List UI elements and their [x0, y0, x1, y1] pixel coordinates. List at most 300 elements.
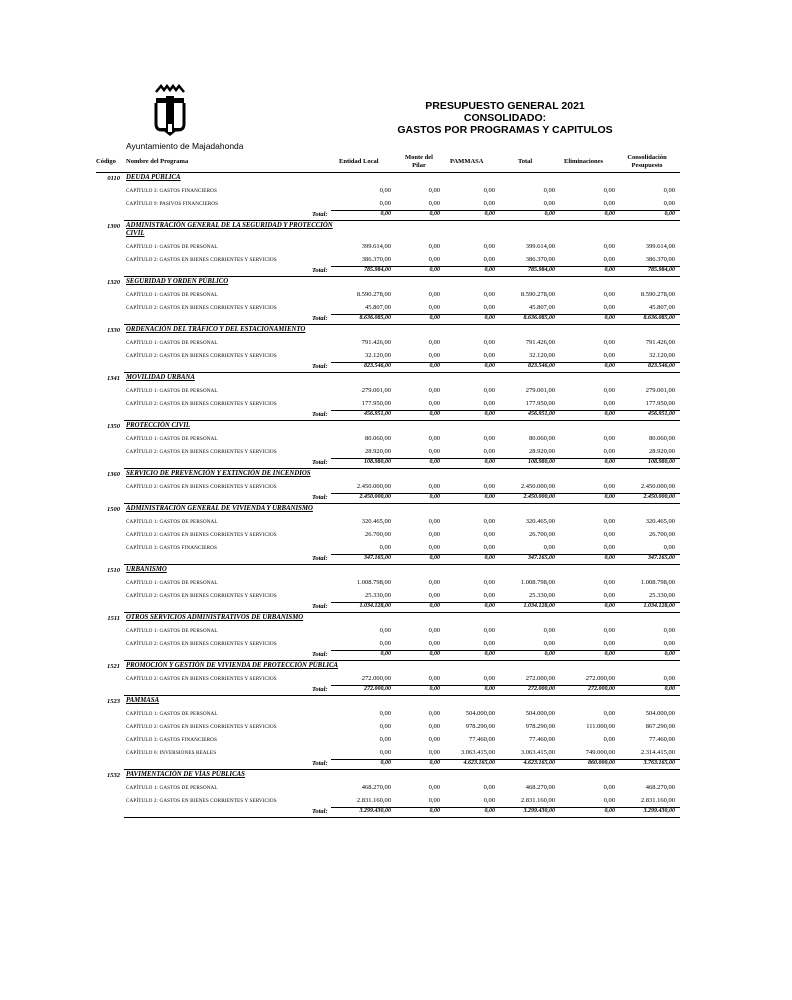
- col-eliminaciones: Eliminaciones: [564, 158, 604, 165]
- total-total: 823.546,00: [528, 363, 555, 369]
- cell-monte-del-pilar: 0,00: [428, 627, 440, 634]
- cell-pammasa: 0,00: [483, 592, 495, 599]
- col-consolidacion: Consolidación Pesupuesto: [627, 154, 667, 169]
- cell-pammasa: 0,00: [483, 675, 495, 682]
- total-eliminaciones: 0,00: [604, 808, 615, 814]
- total-total: 2.450.000,00: [523, 494, 555, 500]
- cell-entidad-local: 791.426,00: [361, 339, 391, 346]
- chapter-label: CAPÍTULO 1: GASTOS DE PERSONAL: [126, 436, 218, 442]
- total-eliminaciones: 0,00: [604, 555, 615, 561]
- table-body: [0, 172, 792, 818]
- cell-pammasa: 504.000,00: [465, 710, 495, 717]
- total-entidad-local: 785.984,00: [364, 267, 391, 273]
- cell-eliminaciones: 0,00: [603, 352, 615, 359]
- table-header: [96, 152, 680, 173]
- chapter-label: CAPÍTULO 1: GASTOS DE PERSONAL: [126, 711, 218, 717]
- total-pammasa: 4.623.165,00: [463, 760, 495, 766]
- total-consolidacion: 785.984,00: [648, 267, 675, 273]
- total-row: [124, 410, 680, 420]
- cell-entidad-local: 26.700,00: [365, 531, 391, 538]
- total-label: Total:: [312, 411, 328, 418]
- total-eliminaciones: 0,00: [604, 363, 615, 369]
- cell-total: 3.063.415,00: [520, 749, 555, 756]
- cell-eliminaciones: 0,00: [603, 797, 615, 804]
- report-title: [370, 100, 640, 136]
- program-block: [107, 503, 680, 564]
- cell-pammasa: 0,00: [483, 400, 495, 407]
- total-total: 0,00: [544, 211, 555, 217]
- total-entidad-local: 0,00: [380, 651, 391, 657]
- cell-consolidacion: 25.330,00: [649, 592, 675, 599]
- cell-consolidacion: 791.426,00: [645, 339, 675, 346]
- cell-entidad-local: 8.590.278,00: [356, 291, 391, 298]
- organization-name: Ayuntamiento de Majadahonda: [126, 141, 244, 151]
- table-row: [124, 336, 680, 349]
- cell-pammasa: 0,00: [483, 518, 495, 525]
- cell-pammasa: 978.290,00: [465, 723, 495, 730]
- program-code: 1300: [107, 223, 120, 230]
- cell-entidad-local: 28.920,00: [365, 448, 391, 455]
- cell-pammasa: 0,00: [483, 304, 495, 311]
- total-monte-del-pilar: 0,00: [429, 494, 440, 500]
- cell-monte-del-pilar: 0,00: [428, 387, 440, 394]
- program-name: URBANISMO: [126, 566, 167, 573]
- program-name: OTROS SERVICIOS ADMINISTRATIVOS DE URBANISMO: [126, 614, 304, 621]
- cell-total: 28.920,00: [529, 448, 555, 455]
- cell-consolidacion: 468.270,00: [645, 784, 675, 791]
- cell-total: 978.290,00: [525, 723, 555, 730]
- total-consolidacion: 456.951,00: [648, 411, 675, 417]
- total-consolidacion: 1.034.128,00: [643, 603, 675, 609]
- program-code: 1532: [107, 772, 120, 779]
- cell-monte-del-pilar: 0,00: [428, 797, 440, 804]
- program-block: [107, 612, 680, 660]
- total-consolidacion: 0,00: [664, 211, 675, 217]
- chapter-label: CAPÍTULO 1: GASTOS DE PERSONAL: [126, 388, 218, 394]
- total-consolidacion: 3.763.165,00: [643, 760, 675, 766]
- cell-eliminaciones: 0,00: [603, 710, 615, 717]
- cell-monte-del-pilar: 0,00: [428, 256, 440, 263]
- cell-monte-del-pilar: 0,00: [428, 784, 440, 791]
- cell-eliminaciones: 111.000,00: [586, 723, 615, 730]
- program-name: DEUDA PÚBLICA: [126, 174, 181, 181]
- total-pammasa: 0,00: [484, 459, 495, 465]
- program-code: 1511: [107, 615, 120, 622]
- cell-consolidacion: 8.590.278,00: [640, 291, 675, 298]
- total-pammasa: 0,00: [484, 603, 495, 609]
- cell-pammasa: 0,00: [483, 352, 495, 359]
- cell-consolidacion: 0,00: [663, 187, 675, 194]
- total-consolidacion: 823.546,00: [648, 363, 675, 369]
- table-end-rule: [124, 817, 680, 818]
- total-row: [124, 266, 680, 276]
- total-total: 8.636.085,00: [523, 315, 555, 321]
- cell-consolidacion: 26.700,00: [649, 531, 675, 538]
- cell-total: 504.000,00: [525, 710, 555, 717]
- cell-pammasa: 0,00: [483, 187, 495, 194]
- table-row: [124, 432, 680, 445]
- cell-eliminaciones: 0,00: [603, 518, 615, 525]
- total-monte-del-pilar: 0,00: [429, 651, 440, 657]
- cell-monte-del-pilar: 0,00: [428, 200, 440, 207]
- cell-entidad-local: 2.831.160,00: [356, 797, 391, 804]
- cell-consolidacion: 2.450.000,00: [640, 483, 675, 490]
- program-name: PROMOCIÓN Y GESTIÓN DE VIVIENDA DE PROTECCIÓN PÚBLICA: [126, 662, 339, 669]
- program-code: 1330: [107, 327, 120, 334]
- total-total: 785.984,00: [528, 267, 555, 273]
- cell-consolidacion: 399.614,00: [645, 243, 675, 250]
- chapter-label: CAPÍTULO 1: GASTOS DE PERSONAL: [126, 292, 218, 298]
- total-row: [124, 458, 680, 468]
- cell-monte-del-pilar: 0,00: [428, 531, 440, 538]
- cell-consolidacion: 504.000,00: [645, 710, 675, 717]
- total-consolidacion: 0,00: [664, 651, 675, 657]
- chapter-label: CAPÍTULO 3: GASTOS FINANCIEROS: [126, 188, 217, 194]
- program-code: 1510: [107, 567, 120, 574]
- cell-eliminaciones: 0,00: [603, 736, 615, 743]
- total-consolidacion: 0,00: [664, 686, 675, 692]
- cell-entidad-local: 320.465,00: [361, 518, 391, 525]
- total-label: Total:: [312, 760, 328, 767]
- chapter-label: CAPÍTULO 1: GASTOS DE PERSONAL: [126, 785, 218, 791]
- cell-eliminaciones: 0,00: [603, 784, 615, 791]
- cell-eliminaciones: 0,00: [603, 291, 615, 298]
- total-row: [124, 685, 680, 695]
- cell-consolidacion: 386.370,00: [645, 256, 675, 263]
- cell-consolidacion: 0,00: [663, 640, 675, 647]
- table-row: [124, 541, 680, 554]
- program-code: 1341: [107, 375, 120, 382]
- cell-monte-del-pilar: 0,00: [428, 592, 440, 599]
- cell-total: 32.120,00: [529, 352, 555, 359]
- cell-eliminaciones: 0,00: [603, 435, 615, 442]
- total-total: 347.165,00: [528, 555, 555, 561]
- cell-consolidacion: 80.060,00: [649, 435, 675, 442]
- cell-total: 2.450.000,00: [520, 483, 555, 490]
- total-monte-del-pilar: 0,00: [429, 315, 440, 321]
- cell-eliminaciones: 0,00: [603, 627, 615, 634]
- program-code: 1521: [107, 663, 120, 670]
- program-block: [107, 660, 680, 695]
- total-label: Total:: [312, 603, 328, 610]
- total-total: 272.000,00: [528, 686, 555, 692]
- cell-total: 279.001,00: [525, 387, 555, 394]
- col-pammasa: PAMMASA: [450, 158, 484, 165]
- cell-entidad-local: 0,00: [379, 627, 391, 634]
- program-block: [107, 564, 680, 612]
- cell-monte-del-pilar: 0,00: [428, 544, 440, 551]
- total-eliminaciones: 0,00: [604, 603, 615, 609]
- total-row: [124, 602, 680, 612]
- cell-monte-del-pilar: 0,00: [428, 400, 440, 407]
- cell-pammasa: 3.063.415,00: [460, 749, 495, 756]
- program-code: 1320: [107, 279, 120, 286]
- cell-pammasa: 0,00: [483, 243, 495, 250]
- program-code: 1500: [107, 506, 120, 513]
- total-pammasa: 0,00: [484, 411, 495, 417]
- program-block: [107, 172, 680, 220]
- cell-consolidacion: 0,00: [663, 544, 675, 551]
- cell-eliminaciones: 0,00: [603, 448, 615, 455]
- cell-consolidacion: 28.920,00: [649, 448, 675, 455]
- cell-eliminaciones: 0,00: [603, 387, 615, 394]
- cell-eliminaciones: 0,00: [603, 187, 615, 194]
- total-row: [124, 314, 680, 324]
- cell-entidad-local: 0,00: [379, 200, 391, 207]
- total-label: Total:: [312, 555, 328, 562]
- cell-monte-del-pilar: 0,00: [428, 675, 440, 682]
- col-codigo: Código: [96, 158, 116, 165]
- cell-entidad-local: 272.000,00: [361, 675, 391, 682]
- cell-consolidacion: 177.950,00: [645, 400, 675, 407]
- cell-total: 0,00: [543, 544, 555, 551]
- total-total: 3.299.430,00: [523, 808, 555, 814]
- chapter-label: CAPÍTULO 2: GASTOS EN BIENES CORRIENTES Y SERVICIOS: [126, 449, 277, 455]
- total-label: Total:: [312, 315, 328, 322]
- total-monte-del-pilar: 0,00: [429, 411, 440, 417]
- program-name: ADMINISTRACIÓN GENERAL DE VIVIENDA Y URBANISMO: [126, 505, 313, 512]
- cell-entidad-local: 0,00: [379, 187, 391, 194]
- program-block: [107, 420, 680, 468]
- cell-eliminaciones: 0,00: [603, 200, 615, 207]
- total-eliminaciones: 272.000,00: [588, 686, 615, 692]
- total-consolidacion: 8.636.085,00: [643, 315, 675, 321]
- total-monte-del-pilar: 0,00: [429, 760, 440, 766]
- cell-monte-del-pilar: 0,00: [428, 579, 440, 586]
- cell-consolidacion: 320.465,00: [645, 518, 675, 525]
- col-entidad: Entidad Local: [339, 158, 379, 165]
- total-pammasa: 0,00: [484, 651, 495, 657]
- total-label: Total:: [312, 651, 328, 658]
- cell-pammasa: 0,00: [483, 200, 495, 207]
- cell-monte-del-pilar: 0,00: [428, 749, 440, 756]
- cell-pammasa: 0,00: [483, 544, 495, 551]
- chapter-label: CAPÍTULO 2: GASTOS EN BIENES CORRIENTES Y SERVICIOS: [126, 484, 277, 490]
- total-monte-del-pilar: 0,00: [429, 267, 440, 273]
- total-label: Total:: [312, 808, 328, 815]
- cell-consolidacion: 0,00: [663, 627, 675, 634]
- cell-pammasa: 77.460,00: [469, 736, 495, 743]
- total-pammasa: 0,00: [484, 555, 495, 561]
- chapter-label: CAPÍTULO 2: GASTOS EN BIENES CORRIENTES Y SERVICIOS: [126, 724, 277, 730]
- cell-total: 0,00: [543, 640, 555, 647]
- table-row: [124, 528, 680, 541]
- cell-pammasa: 0,00: [483, 339, 495, 346]
- chapter-label: CAPÍTULO 3: GASTOS FINANCIEROS: [126, 545, 217, 551]
- col-nombre: Nombre del Programa: [126, 158, 189, 165]
- total-entidad-local: 1.034.128,00: [359, 603, 391, 609]
- total-eliminaciones: 0,00: [604, 494, 615, 500]
- total-eliminaciones: 0,00: [604, 459, 615, 465]
- total-monte-del-pilar: 0,00: [429, 459, 440, 465]
- cell-consolidacion: 2.314.415,00: [640, 749, 675, 756]
- cell-monte-del-pilar: 0,00: [428, 710, 440, 717]
- total-eliminaciones: 0,00: [604, 411, 615, 417]
- table-row: [124, 480, 680, 493]
- cell-consolidacion: 1.008.798,00: [640, 579, 675, 586]
- cell-consolidacion: 32.120,00: [649, 352, 675, 359]
- chapter-label: CAPÍTULO 2: GASTOS EN BIENES CORRIENTES Y SERVICIOS: [126, 641, 277, 647]
- total-total: 1.034.128,00: [523, 603, 555, 609]
- cell-total: 320.465,00: [525, 518, 555, 525]
- table-row: [124, 288, 680, 301]
- chapter-label: CAPÍTULO 2: GASTOS EN BIENES CORRIENTES Y SERVICIOS: [126, 593, 277, 599]
- chapter-label: CAPÍTULO 1: GASTOS DE PERSONAL: [126, 628, 218, 634]
- cell-pammasa: 0,00: [483, 579, 495, 586]
- total-label: Total:: [312, 267, 328, 274]
- cell-eliminaciones: 0,00: [603, 579, 615, 586]
- total-monte-del-pilar: 0,00: [429, 603, 440, 609]
- total-consolidacion: 3.299.430,00: [643, 808, 675, 814]
- col-monte: Monte del Pilar: [405, 154, 433, 169]
- cell-entidad-local: 177.950,00: [361, 400, 391, 407]
- total-entidad-local: 823.546,00: [364, 363, 391, 369]
- total-row: [124, 493, 680, 503]
- chapter-label: CAPÍTULO 2: GASTOS EN BIENES CORRIENTES Y SERVICIOS: [126, 257, 277, 263]
- table-row: [124, 301, 680, 314]
- cell-entidad-local: 45.807,00: [365, 304, 391, 311]
- total-consolidacion: 347.165,00: [648, 555, 675, 561]
- table-row: [124, 397, 680, 410]
- total-label: Total:: [312, 363, 328, 370]
- cell-monte-del-pilar: 0,00: [428, 723, 440, 730]
- program-name: PROTECCIÓN CIVIL: [126, 422, 191, 429]
- cell-eliminaciones: 0,00: [603, 531, 615, 538]
- cell-total: 45.807,00: [529, 304, 555, 311]
- program-name: SEGURIDAD Y ORDEN PÚBLICO: [126, 278, 229, 285]
- table-row: [124, 637, 680, 650]
- cell-total: 8.590.278,00: [520, 291, 555, 298]
- table-row: [124, 445, 680, 458]
- cell-pammasa: 0,00: [483, 387, 495, 394]
- cell-monte-del-pilar: 0,00: [428, 352, 440, 359]
- cell-entidad-local: 1.008.798,00: [356, 579, 391, 586]
- program-block: [107, 468, 680, 503]
- cell-total: 0,00: [543, 627, 555, 634]
- chapter-label: CAPÍTULO 2: GASTOS EN BIENES CORRIENTES Y SERVICIOS: [126, 401, 277, 407]
- table-row: [124, 253, 680, 266]
- chapter-label: CAPÍTULO 2: GASTOS EN BIENES CORRIENTES Y SERVICIOS: [126, 676, 277, 682]
- table-row: [124, 720, 680, 733]
- cell-total: 2.831.160,00: [520, 797, 555, 804]
- cell-eliminaciones: 0,00: [603, 243, 615, 250]
- total-eliminaciones: 860.000,00: [588, 760, 615, 766]
- cell-eliminaciones: 0,00: [603, 483, 615, 490]
- program-block: [107, 276, 680, 324]
- cell-eliminaciones: 0,00: [603, 640, 615, 647]
- cell-consolidacion: 77.460,00: [649, 736, 675, 743]
- table-row: [124, 707, 680, 720]
- cell-consolidacion: 279.001,00: [645, 387, 675, 394]
- table-row: [124, 624, 680, 637]
- cell-entidad-local: 386.370,00: [361, 256, 391, 263]
- cell-pammasa: 0,00: [483, 640, 495, 647]
- total-label: Total:: [312, 686, 328, 693]
- total-pammasa: 0,00: [484, 808, 495, 814]
- cell-monte-del-pilar: 0,00: [428, 640, 440, 647]
- total-entidad-local: 0,00: [380, 211, 391, 217]
- cell-entidad-local: 80.060,00: [365, 435, 391, 442]
- title-line-2: CONSOLIDADO:: [463, 112, 547, 124]
- chapter-label: CAPÍTULO 2: GASTOS EN BIENES CORRIENTES Y SERVICIOS: [126, 305, 277, 311]
- total-pammasa: 0,00: [484, 211, 495, 217]
- total-row: [124, 210, 680, 220]
- total-total: 108.980,00: [528, 459, 555, 465]
- cell-entidad-local: 0,00: [379, 544, 391, 551]
- total-label: Total:: [312, 494, 328, 501]
- program-name: MOVILIDAD URBANA: [126, 374, 195, 381]
- program-name: PAVIMENTACIÓN DE VÍAS PÚBLICAS: [126, 771, 245, 778]
- cell-total: 1.008.798,00: [520, 579, 555, 586]
- program-code: 1360: [107, 471, 120, 478]
- cell-entidad-local: 0,00: [379, 749, 391, 756]
- program-name: ORDENACIÓN DEL TRÁFICO Y DEL ESTACIONAMIENTO: [126, 326, 306, 333]
- total-row: [124, 807, 680, 817]
- program-name: ADMINISTRACIÓN GENERAL DE LA SEGURIDAD Y PROTECCIÓN CIVIL: [126, 222, 333, 237]
- table-row: [124, 184, 680, 197]
- cell-eliminaciones: 272.000,00: [585, 675, 615, 682]
- cell-pammasa: 0,00: [483, 531, 495, 538]
- chapter-label: CAPÍTULO 2: GASTOS EN BIENES CORRIENTES Y SERVICIOS: [126, 798, 277, 804]
- total-entidad-local: 8.636.085,00: [359, 315, 391, 321]
- table-row: [124, 746, 680, 759]
- total-monte-del-pilar: 0,00: [429, 555, 440, 561]
- program-name: SERVICIO DE PREVENCIÓN Y EXTINCIÓN DE INCENDIOS: [126, 470, 311, 477]
- chapter-label: CAPÍTULO 2: GASTOS EN BIENES CORRIENTES Y SERVICIOS: [126, 532, 277, 538]
- table-row: [124, 197, 680, 210]
- cell-monte-del-pilar: 0,00: [428, 187, 440, 194]
- cell-pammasa: 0,00: [483, 483, 495, 490]
- total-pammasa: 0,00: [484, 267, 495, 273]
- cell-total: 468.270,00: [525, 784, 555, 791]
- total-eliminaciones: 0,00: [604, 651, 615, 657]
- cell-monte-del-pilar: 0,00: [428, 243, 440, 250]
- chapter-label: CAPÍTULO 2: GASTOS EN BIENES CORRIENTES Y SERVICIOS: [126, 353, 277, 359]
- cell-entidad-local: 32.120,00: [365, 352, 391, 359]
- program-code: 1350: [107, 423, 120, 430]
- cell-entidad-local: 0,00: [379, 723, 391, 730]
- total-entidad-local: 456.951,00: [364, 411, 391, 417]
- cell-pammasa: 0,00: [483, 448, 495, 455]
- cell-eliminaciones: 0,00: [603, 304, 615, 311]
- chapter-label: CAPÍTULO 1: GASTOS DE PERSONAL: [126, 244, 218, 250]
- total-consolidacion: 108.980,00: [648, 459, 675, 465]
- total-entidad-local: 3.299.430,00: [359, 808, 391, 814]
- total-total: 4.623.165,00: [523, 760, 555, 766]
- total-monte-del-pilar: 0,00: [429, 363, 440, 369]
- cell-entidad-local: 2.450.000,00: [356, 483, 391, 490]
- total-monte-del-pilar: 0,00: [429, 686, 440, 692]
- cell-monte-del-pilar: 0,00: [428, 291, 440, 298]
- cell-eliminaciones: 0,00: [603, 256, 615, 263]
- cell-total: 26.700,00: [529, 531, 555, 538]
- total-pammasa: 0,00: [484, 315, 495, 321]
- cell-entidad-local: 0,00: [379, 736, 391, 743]
- total-entidad-local: 272.000,00: [364, 686, 391, 692]
- total-pammasa: 0,00: [484, 494, 495, 500]
- total-total: 0,00: [544, 651, 555, 657]
- total-row: [124, 554, 680, 564]
- cell-entidad-local: 468.270,00: [361, 784, 391, 791]
- cell-total: 386.370,00: [525, 256, 555, 263]
- total-row: [124, 759, 680, 769]
- cell-entidad-local: 0,00: [379, 710, 391, 717]
- total-monte-del-pilar: 0,00: [429, 211, 440, 217]
- cell-monte-del-pilar: 0,00: [428, 483, 440, 490]
- total-row: [124, 362, 680, 372]
- cell-total: 80.060,00: [529, 435, 555, 442]
- cell-eliminaciones: 0,00: [603, 592, 615, 599]
